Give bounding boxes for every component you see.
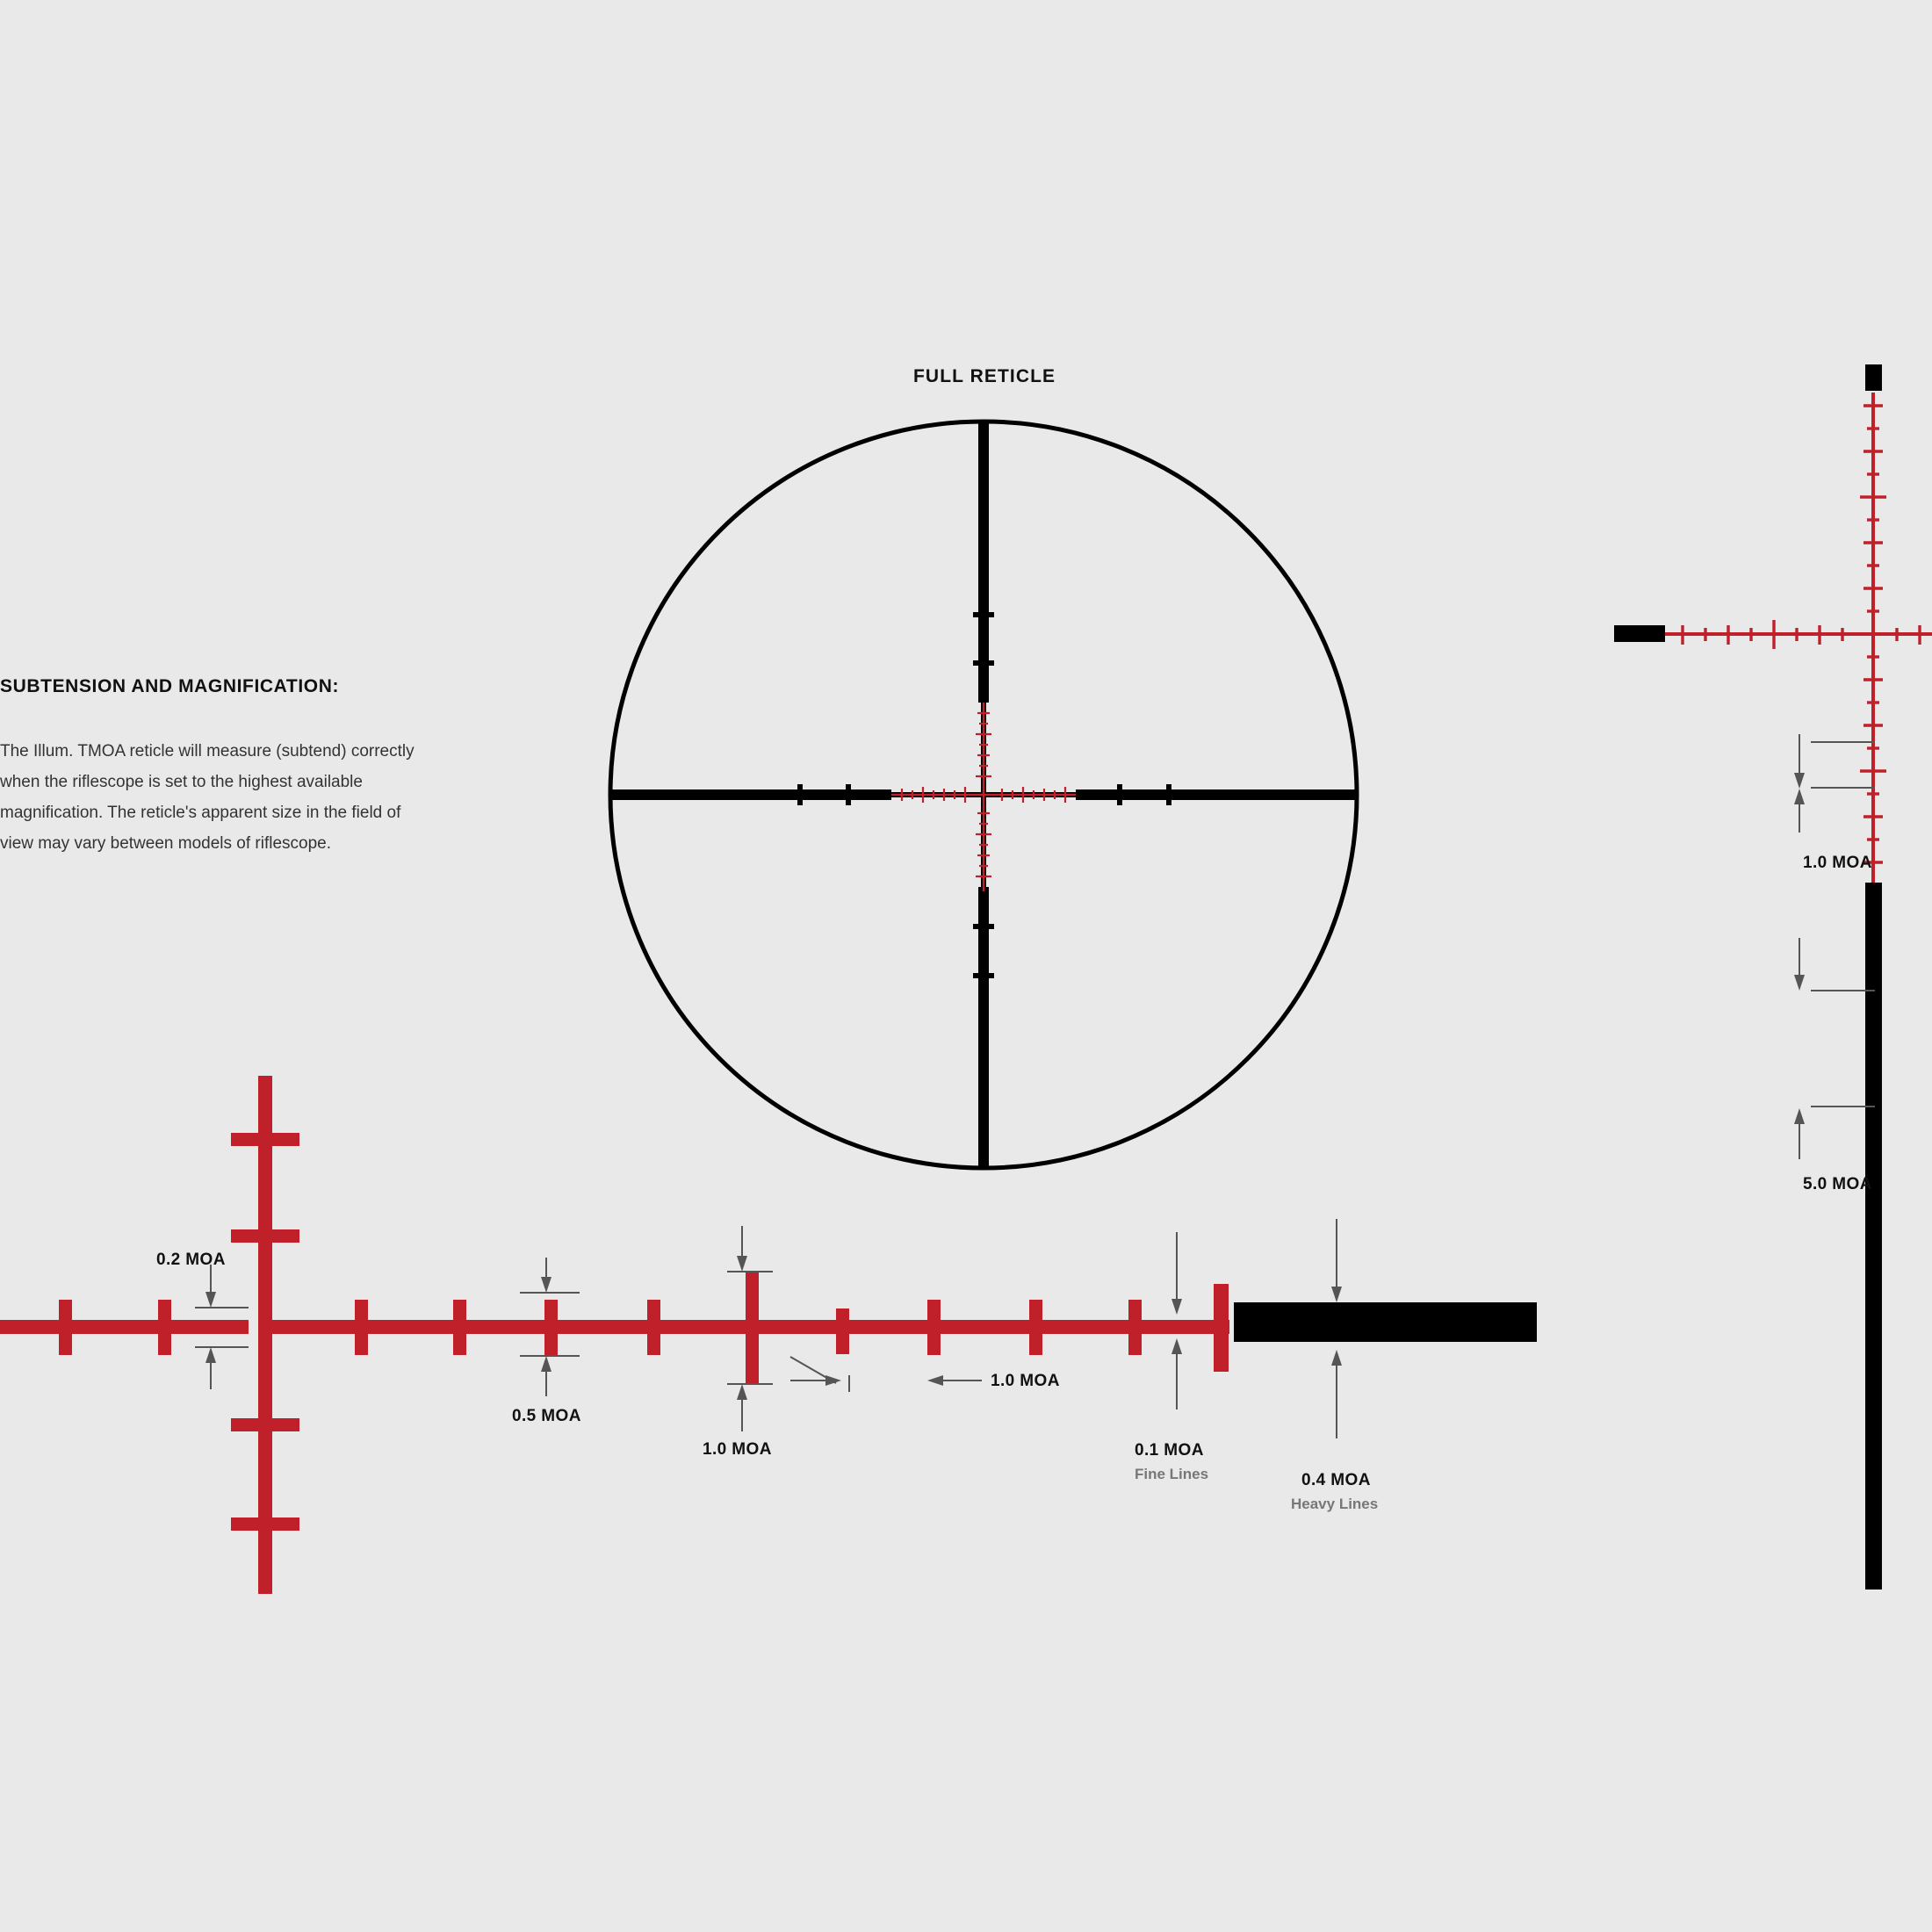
detail-hash-r5-tall: [746, 1272, 759, 1384]
label-1-0-moa-horizontal: 1.0 MOA: [991, 1372, 1060, 1390]
reticle-hash-right-2: [1166, 784, 1171, 805]
label-0-2-moa: 0.2 MOA: [156, 1251, 226, 1269]
right-1moa-measure: [1794, 734, 1875, 833]
right-post-bottom: [1865, 883, 1882, 1590]
label-0-1-moa: 0.1 MOA: [1135, 1441, 1204, 1460]
detail-hash-r2: [453, 1300, 466, 1355]
full-reticle-title: FULL RETICLE: [913, 366, 1056, 386]
reticle-hash-top-2: [973, 660, 994, 666]
detail-hash-r6: [836, 1308, 849, 1354]
detail-hash-r7: [927, 1300, 941, 1355]
sidebar-heading: SUBTENSION AND MAGNIFICATION:: [0, 676, 340, 696]
detail-main-bar: [0, 1320, 1229, 1334]
detail-vertical-bar: [258, 1076, 272, 1594]
detail-hash-r10-tall: [1214, 1284, 1229, 1372]
detail-vhash-top-2: [231, 1229, 299, 1243]
detail-hash-r3: [544, 1300, 558, 1355]
reticle-hash-bottom-2: [973, 973, 994, 978]
detail-hash-r4: [647, 1300, 660, 1355]
detail-hash-r1: [355, 1300, 368, 1355]
detail-hash-l2: [59, 1300, 72, 1355]
label-0-4-moa: 0.4 MOA: [1301, 1471, 1371, 1489]
detail-hash-l1: [158, 1300, 171, 1355]
right-scale-group: [1614, 364, 1932, 1590]
label-0-4-moa-sub: Heavy Lines: [1291, 1496, 1379, 1512]
detail-heavy-post: [1234, 1302, 1537, 1342]
detail-hash-r9: [1128, 1300, 1142, 1355]
reticle-hash-top-1: [973, 612, 994, 617]
reticle-hash-right-1: [1117, 784, 1122, 805]
label-1-0-moa-vertical: 1.0 MOA: [703, 1440, 772, 1459]
label-0-5-moa: 0.5 MOA: [512, 1407, 581, 1425]
detail-vhash-bottom-2: [231, 1517, 299, 1531]
detail-diagram-group: [0, 1076, 1537, 1594]
right-5moa-measure: [1794, 938, 1875, 1159]
reticle-hash-left-1: [797, 784, 803, 805]
detail-hash-r8: [1029, 1300, 1042, 1355]
right-post-top: [1865, 364, 1882, 391]
reticle-hash-bottom-1: [973, 924, 994, 929]
label-0-1-moa-sub: Fine Lines: [1135, 1466, 1209, 1482]
full-reticle-group: [610, 422, 1357, 1168]
detail-vhash-top-1: [231, 1133, 299, 1146]
reticle-hash-left-2: [846, 784, 851, 805]
label-1-0-moa-right: 1.0 MOA: [1803, 854, 1872, 872]
measure-1-0-moa-horizontal: [790, 1357, 982, 1392]
label-5-0-moa-right: 5.0 MOA: [1803, 1175, 1872, 1193]
detail-vhash-bottom-1: [231, 1418, 299, 1431]
right-post-left: [1614, 625, 1665, 642]
sidebar-body: The Illum. TMOA reticle will measure (subtend) correctly when the riflescope is set to the highest available magnification. The reticle's apparent size in the field of view may vary between models of riflescope.: [0, 742, 415, 853]
